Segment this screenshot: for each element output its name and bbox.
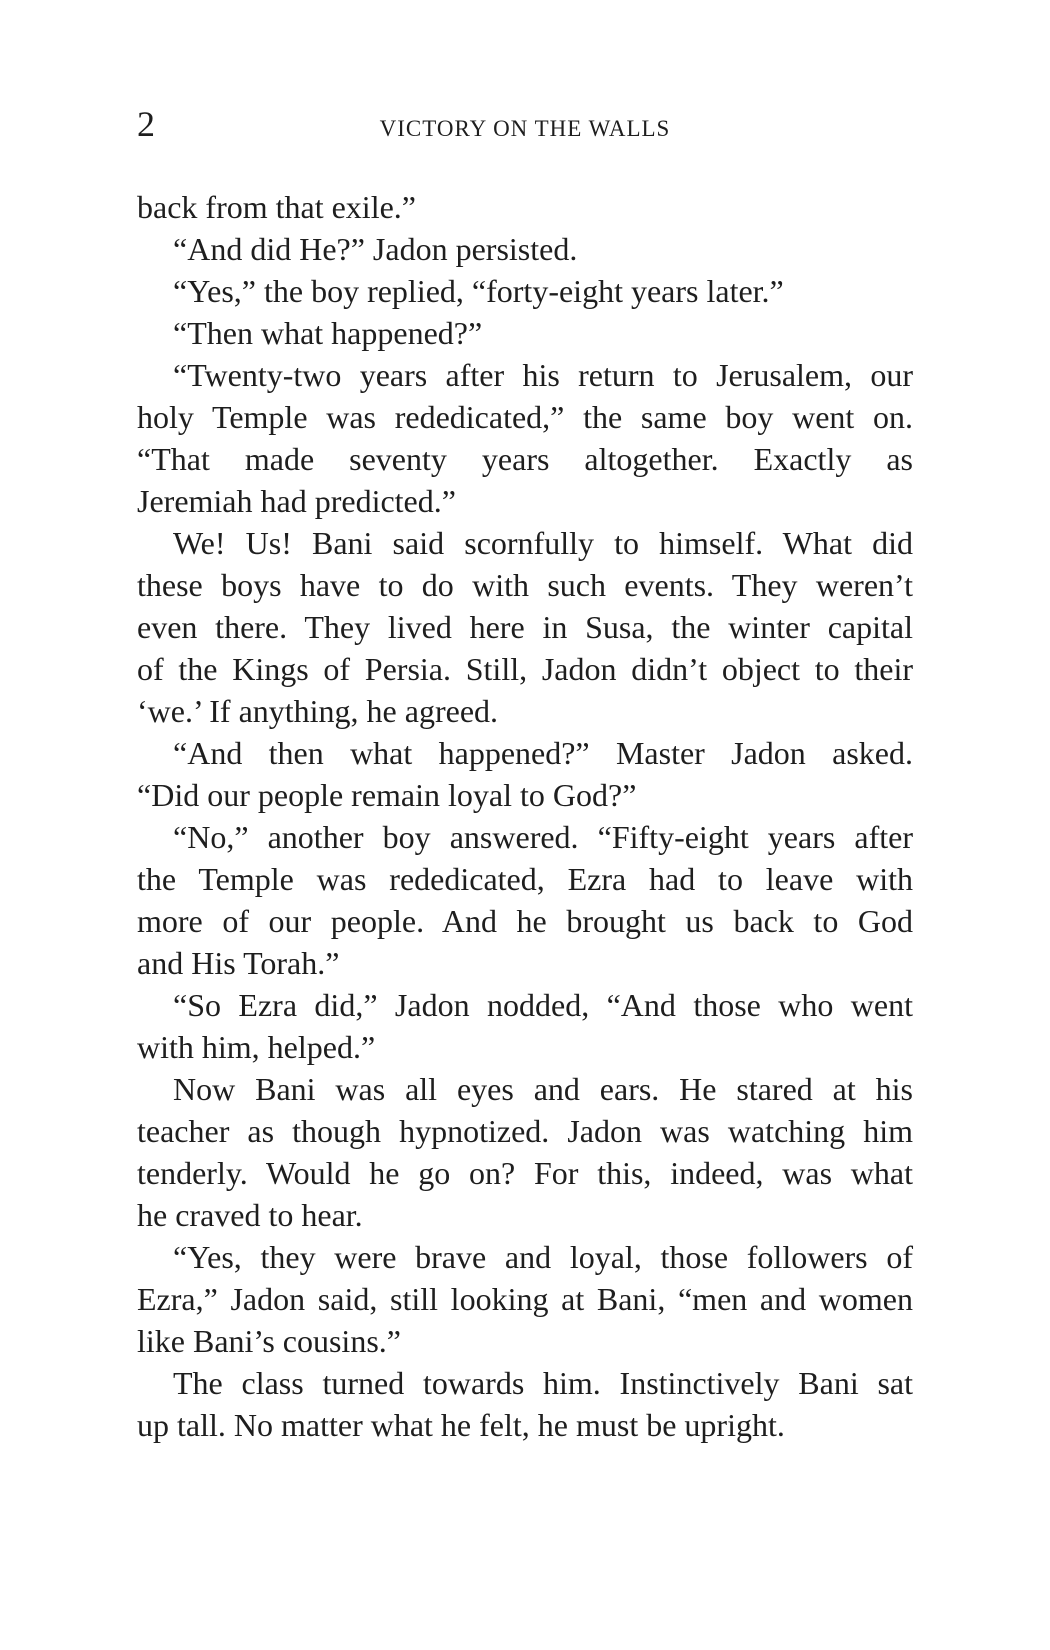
paragraph [137, 312, 913, 354]
text-line: “Twenty-two years after his return to Jerusalem, our [173, 357, 913, 393]
paragraph [137, 1362, 913, 1446]
text-line: Jeremiah had predicted.” [137, 483, 456, 519]
text-line: back from that exile.” [137, 189, 416, 225]
paragraph [137, 1068, 913, 1236]
text-line: “Then what happened?” [173, 315, 483, 351]
text-line: “Yes, they were brave and loyal, those followers of [173, 1239, 913, 1275]
text-line: holy Temple was rededicated,” the same boy went on. [137, 399, 913, 435]
text-line: “That made seventy years altogether. Exactly as [137, 441, 913, 477]
text-line: “Did our people remain loyal to God?” [137, 777, 637, 813]
text-line: The class turned towards him. Instinctively Bani sat [173, 1365, 913, 1401]
running-title: VICTORY ON THE WALLS [379, 116, 671, 141]
text-line: more of our people. And he brought us back to God [137, 903, 913, 939]
paragraph [137, 1236, 913, 1362]
text-line: and His Torah.” [137, 945, 340, 981]
paragraph [137, 186, 913, 228]
page-header [137, 106, 913, 142]
text-line: up tall. No matter what he felt, he must be upright. [137, 1407, 785, 1443]
text-line: ‘we.’ If anything, he agreed. [137, 693, 499, 729]
text-line: “And then what happened?” Master Jadon asked. [173, 735, 913, 771]
paragraph [137, 354, 913, 522]
text-line: Now Bani was all eyes and ears. He stared at his [173, 1071, 913, 1107]
paragraph [137, 228, 913, 270]
paragraph [137, 984, 913, 1068]
page-number: 2 [137, 104, 155, 144]
text-line: teacher as though hypnotized. Jadon was watching him [137, 1113, 913, 1149]
paragraph [137, 816, 913, 984]
text-line: tenderly. Would he go on? For this, indeed, was what [137, 1155, 913, 1191]
text-line: “And did He?” Jadon persisted. [173, 231, 578, 267]
text-block [137, 186, 913, 1446]
text-line: “Yes,” the boy replied, “forty-eight years later.” [173, 273, 784, 309]
text-line: “So Ezra did,” Jadon nodded, “And those who went [173, 987, 913, 1023]
text-line: with him, helped.” [137, 1029, 376, 1065]
text-line: We! Us! Bani said scornfully to himself. What did [173, 525, 913, 561]
text-line: the Temple was rededicated, Ezra had to leave with [137, 861, 913, 897]
paragraph [137, 270, 913, 312]
paragraph [137, 522, 913, 732]
text-line: these boys have to do with such events. They weren’t [137, 567, 913, 603]
text-line: even there. They lived here in Susa, the winter capital [137, 609, 913, 645]
text-line: of the Kings of Persia. Still, Jadon didn’t object to their [137, 651, 913, 687]
text-line: like Bani’s cousins.” [137, 1323, 401, 1359]
text-line: “No,” another boy answered. “Fifty-eight years after [173, 819, 913, 855]
text-line: he craved to hear. [137, 1197, 363, 1233]
text-line: Ezra,” Jadon said, still looking at Bani, “men and women [137, 1281, 913, 1317]
paragraph [137, 732, 913, 816]
